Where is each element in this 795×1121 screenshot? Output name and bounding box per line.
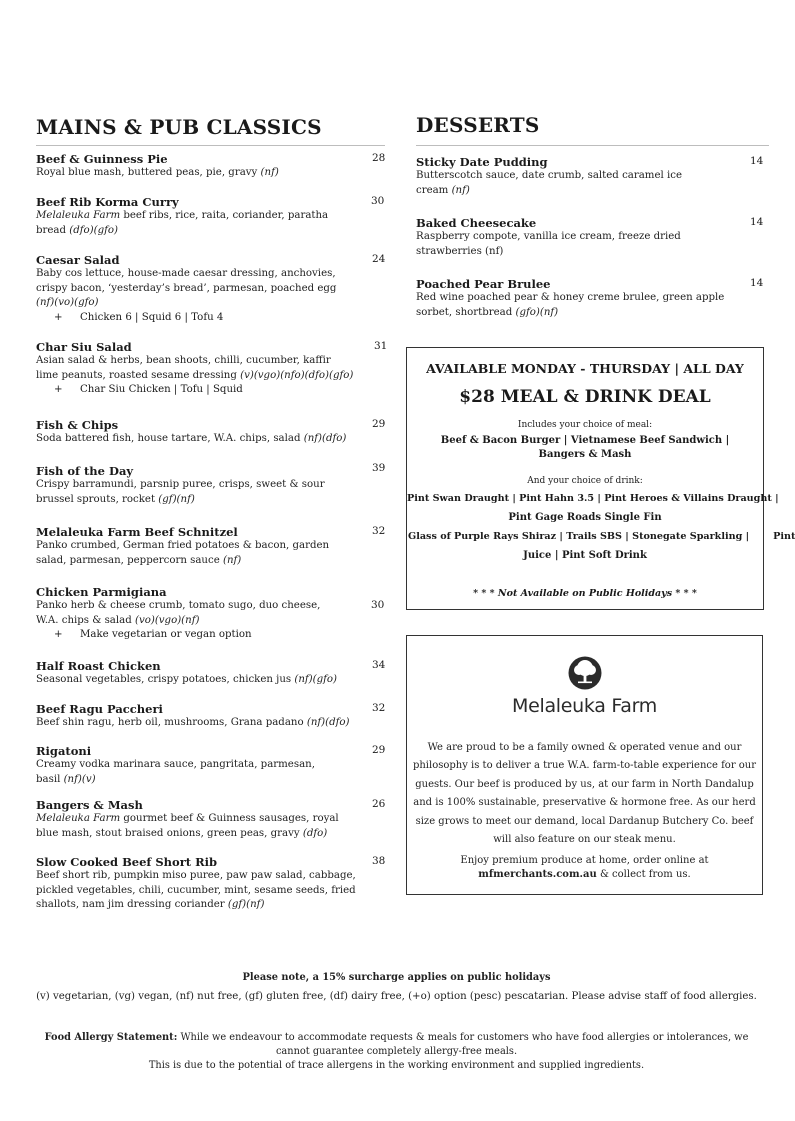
mains-title: MAINS & PUB CLASSICS <box>36 115 322 139</box>
menu-item <box>416 277 726 320</box>
menu-item <box>416 155 716 198</box>
item-price: 39 <box>372 462 386 474</box>
menu-item <box>416 216 701 259</box>
item-price: 32 <box>372 525 386 537</box>
item-desc: Red wine poached pear & honey creme brulee, green apple sorbet, shortbread (gfo)(nf) <box>416 292 725 318</box>
item-price: 14 <box>750 277 764 289</box>
deal-drinks: Pint Swan Draught | Pint Hahn 3.5 | Pint Heroes & Villains Draught | Pint Gage Roads Single Fin Glass of Purple Rays Shiraz | Trails SBS | Stonegate Sparkling | Pint Juice | Pint Soft Drink <box>407 493 795 561</box>
farm-info-box <box>406 635 763 895</box>
item-price: 24 <box>372 253 386 265</box>
item-name: Melaleuka Farm Beef Schnitzel <box>36 525 238 539</box>
item-desc: Panko herb & cheese crumb, tomato sugo, duo cheese, W.A. chips & salad (vo)(vgo)(nf) <box>36 600 321 626</box>
deal-drink-intro: And your choice of drink: <box>527 476 643 486</box>
item-addon: + Make vegetarian or vegan option <box>54 629 252 640</box>
surcharge-note: Please note, a 15% surcharge applies on public holidays <box>242 972 551 983</box>
item-desc: Melaleuka Farm beef ribs, rice, raita, coriander, paratha bread (dfo)(gfo) <box>36 210 329 236</box>
item-desc: Crispy barramundi, parsnip puree, crisps, sweet & sour brussel sprouts, rocket (gf)(nf) <box>36 479 325 505</box>
item-desc: Beef short rib, pumpkin miso puree, paw paw salad, cabbage, pickled vegetables, chili, cucumber, mint, sesame seeds, fried shallots, nam jim dressing coriander (gf)(nf) <box>36 870 356 910</box>
item-addon: + Chicken 6 | Squid 6 | Tofu 4 <box>54 311 224 323</box>
meal-deal-box <box>406 347 795 610</box>
farm-logo <box>407 656 762 717</box>
item-name: Caesar Salad <box>36 253 120 267</box>
item-desc: Melaleuka Farm gourmet beef & Guinness sausages, royal blue mash, stout braised onions, green peas, gravy (dfo) <box>36 813 339 839</box>
mains-divider <box>36 145 385 146</box>
item-name: Half Roast Chicken <box>36 659 161 673</box>
item-desc: Soda battered fish, house tartare, W.A. chips, salad (nf)(dfo) <box>36 433 347 444</box>
item-price: 29 <box>372 744 386 756</box>
menu-item <box>36 525 361 568</box>
deal-meals: Beef & Bacon Burger | Vietnamese Beef Sandwich | Bangers & Mash <box>440 435 730 460</box>
item-name: Baked Cheesecake <box>416 216 537 230</box>
item-name: Bangers & Mash <box>36 798 143 812</box>
menu-item <box>36 253 346 325</box>
farm-logo-text: Melaleuka Farm <box>512 695 657 717</box>
item-desc: Panko crumbed, German fried potatoes & bacon, garden salad, parmesan, peppercorn sauce (nf) <box>36 540 330 566</box>
item-price: 26 <box>372 798 386 810</box>
menu-item <box>36 855 356 913</box>
item-price: 34 <box>372 659 386 671</box>
item-name: Slow Cooked Beef Short Rib <box>36 855 218 869</box>
item-price: 32 <box>372 702 386 714</box>
item-price: 30 <box>371 599 385 611</box>
menu-item <box>36 340 356 398</box>
item-desc: Creamy vodka marinara sauce, pangritata, parmesan, basil (nf)(v) <box>36 759 315 785</box>
menu-item <box>36 702 371 731</box>
item-price: 29 <box>372 418 386 430</box>
item-price: 31 <box>374 340 388 352</box>
item-price: 14 <box>750 155 764 167</box>
allergy-statement: Food Allergy Statement: While we endeavour to accommodate requests & meals for customers who have food allergies or intolerances, we cannot guarantee completely allergy-free meals. This is due to the potential of trace allergens in the working environment and supplied ingredients. <box>44 1032 749 1071</box>
item-name: Poached Pear Brulee <box>416 277 551 291</box>
desserts-divider <box>416 145 769 146</box>
item-name: Char Siu Salad <box>36 340 132 354</box>
menu-item <box>36 152 371 181</box>
item-price: 14 <box>750 216 764 228</box>
item-desc: Beef shin ragu, herb oil, mushrooms, Grana padano (nf)(dfo) <box>36 717 350 728</box>
item-price: 30 <box>371 195 385 207</box>
item-addon: + Char Siu Chicken | Tofu | Squid <box>54 384 243 395</box>
item-desc: Seasonal vegetables, crispy potatoes, chicken jus (nf)(gfo) <box>36 674 338 685</box>
item-desc: Asian salad & herbs, bean shoots, chilli, cucumber, kaffir lime peanuts, roasted sesame dressing (v)(vgo)(nfo)(dfo)(gfo) <box>36 355 354 381</box>
menu-item <box>36 798 356 841</box>
farm-website-link[interactable]: mfmerchants.com.au <box>478 869 597 880</box>
item-price: 28 <box>372 152 386 164</box>
desserts-title: DESSERTS <box>416 113 540 137</box>
menu-item <box>36 418 371 447</box>
menu-item <box>36 659 371 688</box>
item-name: Fish of the Day <box>36 464 134 478</box>
menu-item <box>36 195 356 238</box>
deal-holiday-note: * * * Not Available on Public Holidays * * * <box>473 588 697 599</box>
farm-paragraph: We are proud to be a family owned & operated venue and our philosophy is to deliver a true W.A. farm-to-table experience for our guests. Our beef is produced by us, at our farm in North Dandalup and is 100% sustainable, preservative & hormone free. As our herd size grows to meet our demand, local Dardanup Butchery Co. beef will also feature on our steak menu. <box>412 742 757 846</box>
deal-availability: AVAILABLE MONDAY - THURSDAY | ALL DAY <box>426 361 744 376</box>
item-name: Beef & Guinness Pie <box>36 152 168 166</box>
farm-order-info: Enjoy premium produce at home, order online at mfmerchants.com.au & collect from us. <box>460 855 709 880</box>
tree-icon <box>568 656 602 690</box>
menu-item <box>36 744 336 787</box>
item-desc: Baby cos lettuce, house-made caesar dressing, anchovies, crispy bacon, ‘yesterday’s bread’, parmesan, poached egg (nf)(vo)(gfo) <box>36 268 337 308</box>
item-name: Beef Rib Korma Curry <box>36 195 179 209</box>
menu-item <box>36 464 361 507</box>
dietary-legend: (v) vegetarian, (vg) vegan, (nf) nut free, (gf) gluten free, (df) dairy free, (+o) option (pesc) pescatarian. Please advise staff of food allergies. <box>36 991 757 1002</box>
item-price: 38 <box>372 855 386 867</box>
deal-title: $28 MEAL & DRINK DEAL <box>459 387 711 407</box>
item-desc: Raspberry compote, vanilla ice cream, freeze dried strawberries (nf) <box>416 231 681 257</box>
item-name: Rigatoni <box>36 744 92 758</box>
deal-meal-intro: Includes your choice of meal: <box>517 420 653 430</box>
item-desc: Royal blue mash, buttered peas, pie, gravy (nf) <box>36 167 279 178</box>
item-name: Beef Ragu Paccheri <box>36 702 163 716</box>
item-desc: Butterscotch sauce, date crumb, salted caramel ice cream (nf) <box>416 170 682 196</box>
menu-item <box>36 585 346 643</box>
item-name: Chicken Parmigiana <box>36 585 167 599</box>
item-name: Sticky Date Pudding <box>416 155 548 169</box>
item-name: Fish & Chips <box>36 418 119 432</box>
